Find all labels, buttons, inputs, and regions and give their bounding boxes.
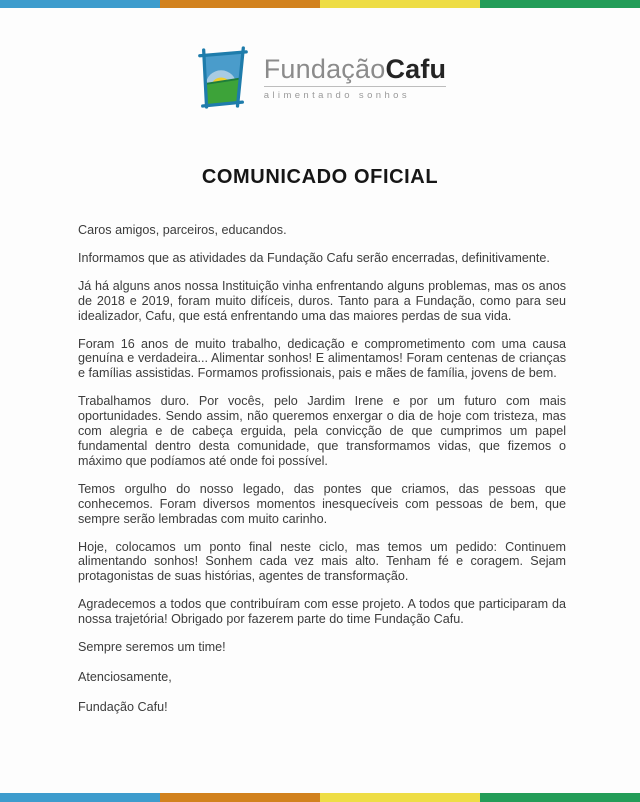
logo-text <box>263 53 447 101</box>
stripe-segment-green <box>480 793 640 802</box>
page-title: COMUNICADO OFICIAL <box>201 166 439 188</box>
paragraph-context: Já há alguns anos nossa Instituição vinha enfrentando alguns problemas, mas os anos de 2018 e 2019, foram muito difíceis, duros. Tanto para a Fundação, como para seu idealizador, Cafu, que está enfrentando uma das maiores perdas de sua vida. <box>78 278 566 323</box>
paragraph-thanks: Agradecemos a todos que contribuíram com esse projeto. A todos que participaram da nossa trajetória! Obrigado por fazerem parte do time Fundação Cafu. <box>78 597 566 627</box>
stripe-segment-blue <box>0 0 160 8</box>
paragraph-work: Trabalhamos duro. Por vocês, pelo Jardim Irene e por um futuro com mais oportunidades. Sendo assim, não queremos enxergar o dia de hoje com tristeza, mas com alegria e de cabeça erguida, pela convicção de que cumprimos um papel fundamental dentro desta comunidade, que transformamos vidas, que fizemos o máximo que podíamos até onde foi possível. <box>78 394 566 468</box>
logo <box>0 46 640 110</box>
bottom-brand-stripe <box>0 793 640 802</box>
paragraph-request: Hoje, colocamos um ponto final neste ciclo, mas temos um pedido: Continuem alimentando sonhos! Sonhem cada vez mais alto. Tenham fé e coragem. Sejam protagonistas de suas histórias, agentes de transformação. <box>78 539 566 584</box>
logo-name-bold: Cafu <box>385 53 447 84</box>
logo-name-regular: Fundação <box>263 53 386 84</box>
top-brand-stripe <box>0 0 640 8</box>
closing-signature: Fundação Cafu! <box>78 699 168 714</box>
statement-body <box>78 223 566 715</box>
paragraph-legacy: Temos orgulho do nosso legado, das pontes que criamos, das pessoas que conhecemos. Foram diversos momentos inesquecíveis com pessoas de bem, que sempre serão lembradas com muito carinho. <box>78 481 566 526</box>
logo-name <box>263 53 447 87</box>
stripe-segment-orange <box>160 0 320 8</box>
stripe-segment-green <box>480 0 640 8</box>
paragraph-announcement: Informamos que as atividades da Fundação Cafu serão encerradas, definitivamente. <box>78 250 550 265</box>
paragraph-greeting: Caros amigos, parceiros, educandos. <box>78 223 287 237</box>
closing-team-line: Sempre seremos um time! <box>78 640 226 655</box>
stripe-segment-yellow <box>320 793 480 802</box>
closing-regards: Atenciosamente, <box>78 669 172 684</box>
stripe-segment-orange <box>160 793 320 802</box>
landscape-frame-icon <box>194 46 252 110</box>
stripe-segment-blue <box>0 793 160 802</box>
paragraph-history: Foram 16 anos de muito trabalho, dedicação e comprometimento com uma causa genuína e verdadeira... Alimentar sonhos! E alimentamos! Foram centenas de crianças e famílias assistidas. Formamos profissionais, pais e mães de família, jovens de bem. <box>78 336 566 381</box>
logo-tagline: alimentando sonhos <box>263 89 410 101</box>
stripe-segment-yellow <box>320 0 480 8</box>
